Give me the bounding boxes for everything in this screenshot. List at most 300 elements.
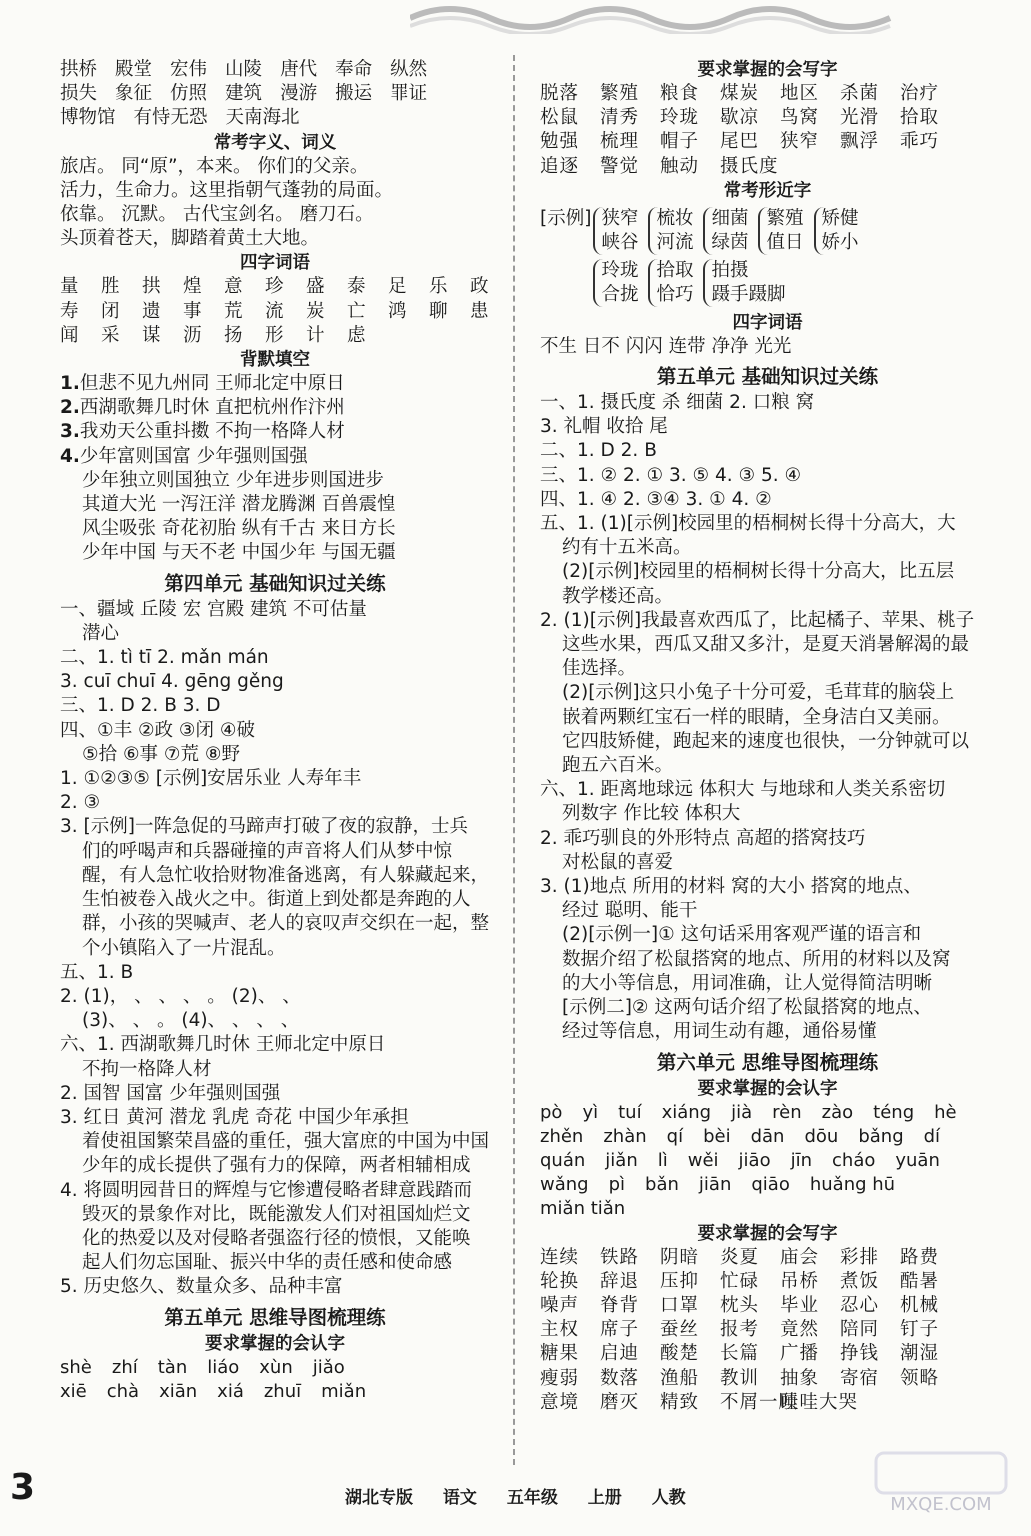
write-row-cell: 摄氏度 [720,155,779,177]
write-row-cell: 光滑 [840,107,880,129]
unit5-answer: 二、1. D 2. B [540,440,657,462]
pinyin-row-cell: zhí [111,1356,138,1378]
write-row-cell: 彩排 [840,1246,880,1268]
heading-recite: 背默填空 [240,350,310,371]
pinyin-row-cell: miǎn tiǎn [540,1198,626,1220]
pinyin-row-cell: jiāo [738,1149,771,1171]
four-char-row-cell: 形 [265,324,284,346]
write-row-cell: 铁路 [600,1246,640,1268]
write-row-cell: 庙会 [780,1246,820,1268]
four-char-row-cell: 虑 [347,324,366,346]
meaning-line: 旅店。 同“原”，本来。 你们的父亲。 [60,155,369,177]
similar-word: 合拢 [601,283,639,305]
pinyin-row-cell: dōu [804,1125,839,1147]
left-column [60,58,490,1404]
recite-line [60,445,490,469]
footer-info [345,1483,710,1508]
word-row [60,58,490,82]
similar-word: 玲珑 [601,259,639,281]
write-row-cell: 梳理 [600,131,640,153]
pinyin-row [540,1197,995,1221]
four-char-row-cell: 闻 [60,324,79,346]
write-row-cell: 报考 [720,1319,760,1341]
write-row-cell: 启迪 [600,1343,640,1365]
write-row-cell: 脊背 [600,1294,640,1316]
watermark-logo [871,1448,1011,1518]
watermark-text: MXQE.COM [890,1494,992,1515]
pinyin-row-cell: cháo [832,1149,876,1171]
unit4-answer: 潜心 [82,622,120,644]
write-row-cell: 磨灭 [600,1391,640,1413]
unit5-answer: 数据介绍了松鼠搭窝的地点、所用的材料以及窝 [562,948,951,970]
unit4-answer: 二、1. tì tī 2. mǎn mán [60,647,269,669]
similar-word: 恰巧 [656,283,694,305]
write-row-cell: 数落 [600,1367,640,1389]
heading-recognize: 要求掌握的会认字 [205,1333,345,1354]
write-row-cell: 拾取 [900,107,940,129]
similar-word: 拍摄 [711,259,749,281]
unit5-answer: 嵌着两颗红宝石一样的眼睛，全身洁白又美丽。 [562,706,951,728]
four-char-row-cell: 煌 [183,276,202,298]
four-char-row-cell: 扬 [224,324,243,346]
pinyin-row-cell: quán [540,1149,586,1171]
unit4-answer: 2. ③ [60,792,101,814]
unit5-answer: 这些水果，西瓜又甜又多汁，是夏天消暑解渴的最 [562,634,970,656]
pinyin-row-cell: rèn [772,1101,802,1123]
unit5-answer: (2)[示例]校园里的梧桐树长得十分高大，比五层 [562,561,955,583]
pinyin-row-cell: pì [608,1174,626,1196]
meaning-line: 依靠。 沉默。 古代宝剑名。 磨刀石。 [60,204,374,226]
unit5-answer: 经过 聪明、能干 [562,900,698,922]
column-divider [513,55,515,1465]
write-row-cell: 粮食 [660,83,700,104]
pinyin-row-cell: lì [657,1149,668,1171]
unit4-answer: 着使祖国繁荣昌盛的重任，强大富庶的中国为中国 [82,1131,490,1153]
pinyin-row-cell: bǎn [645,1174,679,1196]
write-row-cell: 压抑 [660,1270,700,1292]
write-row-cell: 追逐 [540,155,580,177]
unit4-answer: (3)、 、 。 (4)、 、 、 、 [82,1010,300,1032]
write-row-cell: 枕头 [720,1294,760,1316]
recite-continued: 风尘吸张 奇花初胎 纵有千古 来日方长 [82,518,396,540]
write-row-cell: 广播 [780,1343,820,1365]
unit5-answer: 教学楼还高。 [562,585,674,607]
pinyin-row-cell: tuí [618,1101,642,1123]
write-row-cell: 意境 [540,1391,580,1413]
write-row [540,1391,995,1415]
write-row-cell: 精致 [660,1391,700,1413]
four-char-row-cell: 量 [60,276,79,298]
write-row-cell: 哇哇大哭 [780,1391,859,1413]
unit4-answer: 3. cuī chuī 4. gēng gěng [60,671,284,693]
meaning-line: 头顶着苍天，脚踏着黄土大地。 [60,228,320,250]
unit5-answer: 约有十五米高。 [562,537,692,559]
four-char-line: 不生 日不 闪闪 连带 净净 光光 [540,335,792,357]
word-row-cell: 奉命 [335,59,373,80]
word-row-cell: 拱桥 [60,59,98,80]
write-row-cell: 酷暑 [900,1270,940,1292]
pinyin-row-cell: qí [666,1125,684,1147]
write-row [540,1318,995,1342]
unit4-answer: 4. 将圆明园昔日的辉煌与它惨遭侵略者肆意践踏而 [60,1179,473,1201]
write-row-cell: 忍心 [840,1294,880,1316]
write-row-cell: 糖果 [540,1343,580,1365]
recite-text: 我劝天公重抖擞 不拘一格降人材 [79,421,345,443]
pinyin-row-cell: liáo [207,1356,240,1378]
pinyin-row [540,1101,995,1125]
unit4-title: 第四单元 基础知识过关练 [164,571,386,595]
four-char-row-cell: 政 [470,276,489,298]
write-row-cell: 勉强 [540,131,580,153]
similar-word: 拾取 [656,259,694,281]
four-char-row-cell: 亡 [347,300,366,322]
similar-word: 蹑手蹑脚 [711,283,786,305]
write-row [540,1367,995,1391]
unit4-answer: 们的呼喝声和兵器碰撞的声音将人们从梦中惊 [82,840,453,862]
similar-group [593,207,638,255]
unit4-answer: 醒，有人急忙收拾财物准备逃离，有人躲藏起来， [82,864,490,886]
pinyin-row-cell: wǎng [540,1174,589,1196]
unit5-title: 第五单元 基础知识过关练 [656,365,879,389]
word-row-cell: 有恃无恐 [133,107,208,129]
word-row-cell: 纵然 [390,59,428,80]
pinyin-row-cell: wěi [687,1149,719,1171]
pinyin-row-cell: hè [934,1101,957,1123]
four-char-row-cell: 遗 [142,300,161,322]
similar-group [648,259,693,307]
write-row-cell: 机械 [900,1294,940,1316]
heading-four-char-right: 四字词语 [732,312,803,333]
pinyin-row-cell: yì [582,1101,599,1123]
four-char-row [60,324,490,348]
word-row-cell: 罪证 [390,83,428,105]
write-row-cell: 地区 [780,83,820,104]
write-row-cell: 噪声 [540,1294,580,1316]
write-row-cell: 酸楚 [660,1343,700,1365]
write-row-cell: 毕业 [780,1294,820,1316]
write-row-cell: 渔船 [660,1367,700,1389]
write-row-cell: 帽子 [660,131,700,153]
write-row-cell: 辞退 [600,1270,640,1292]
pinyin-row-cell: xiān [159,1380,198,1402]
recite-line [60,372,490,396]
write-row-cell: 吊桥 [780,1270,820,1292]
word-row-cell: 唐代 [280,59,318,80]
write-row-cell: 领略 [900,1367,940,1389]
unit5-answer: 3. 礼帽 收拾 尾 [540,416,668,438]
unit4-answer: 生怕被卷入战火之中。街道上到处都是奔跑的人 [82,889,471,911]
write-row-cell: 乖巧 [900,131,940,153]
write-row-cell: 主权 [540,1319,580,1341]
four-char-row-cell: 患 [470,300,489,322]
unit4-answer: 少年的成长提供了强有力的保障，两者相辅相成 [82,1155,471,1177]
write-row-cell: 松鼠 [540,107,580,129]
unit4-answer: 一、疆域 丘陵 宏 宫殿 建筑 不可估量 [60,598,367,620]
unit5-answer: [示例二]② 这两句话介绍了松鼠搭窝的地点、 [562,997,932,1019]
four-char-row-cell: 荒 [224,300,243,322]
word-row-cell: 损失 [60,83,98,105]
four-char-row-cell: 泰 [347,276,366,298]
four-char-row-cell: 聊 [429,300,448,322]
unit5-answer: 一、1. 摄氏度 杀 细菌 2. 口粮 窝 [540,392,815,414]
write-row [540,1246,995,1270]
four-char-row [60,300,490,324]
four-char-row-cell: 流 [265,300,284,322]
write-row [540,106,995,130]
pinyin-row-cell: zào [821,1101,854,1123]
write-row [540,1342,995,1366]
write-row-cell: 路费 [900,1246,940,1268]
recite-line [60,420,490,444]
unit5-answer: 3. (1)地点 所用的材料 窝的大小 搭窝的地点、 [540,876,922,898]
word-row-cell: 象征 [115,83,153,105]
four-char-row-cell: 意 [224,276,243,298]
pinyin-row-cell: huǎng hū [809,1174,896,1196]
similar-word: 河流 [656,231,694,253]
pinyin-row-cell: shè [60,1356,92,1378]
similar-chars-table [540,259,995,307]
unit4-answer: 群，小孩的哭喊声、老人的哀叹声交织在一起，整 [82,913,490,935]
write-row-cell: 长篇 [720,1343,760,1365]
four-char-row-cell: 事 [183,300,202,322]
unit5-answer: 的大小等信息，用词准确，让人觉得简洁明晰 [562,972,933,994]
similar-group [703,207,748,255]
write-row [540,1294,995,1318]
pinyin-row-cell: bǎng [858,1125,904,1147]
unit5-answer: 它四肢矫健，跑起来的速度也很快，一分钟就可以 [562,730,970,752]
four-char-row-cell: 闭 [101,300,120,322]
grade: 五年级 [506,1488,558,1508]
unit4-answer: ⑤拾 ⑥事 ⑦荒 ⑧野 [82,743,240,765]
example-label: [示例] [540,207,592,229]
pinyin-row-cell: yuān [895,1149,940,1171]
write-row-cell: 触动 [660,155,700,177]
write-row-cell: 竟然 [780,1319,820,1341]
four-char-row-cell: 计 [306,324,325,346]
pinyin-row-cell: zhěn [540,1125,584,1147]
unit5-answer: 列数字 作比较 体积大 [562,803,741,825]
unit5-answer: (2)[示例]这只小兔子十分可爱，毛茸茸的脑袋上 [562,682,955,704]
pinyin-row-cell: jià [731,1101,753,1123]
unit4-answer: 5. 历史悠久、数量众多、品种丰富 [60,1276,343,1298]
four-char-row-cell: 盛 [306,276,325,298]
unit4-answer: 三、1. D 2. B 3. D [60,695,221,717]
unit5-answer: 五、1. (1)[示例]校园里的梧桐树长得十分高大，大 [540,513,956,535]
write-row-cell: 不屑一顾 [720,1391,799,1413]
term: 上册 [587,1488,622,1508]
heading-meaning: 常考字义、词义 [213,132,337,153]
pinyin-row-cell: jiān [698,1174,732,1196]
recite-line [60,396,490,420]
subject: 语文 [442,1488,477,1508]
similar-group [593,259,638,307]
unit4-answer: 四、①丰 ②政 ③闭 ④破 [60,719,255,741]
write-row [540,82,995,106]
four-char-row-cell: 寿 [60,300,79,322]
write-row-cell: 口罩 [660,1294,700,1316]
write-row-cell: 寄宿 [840,1367,880,1389]
pinyin-row [60,1380,490,1404]
pinyin-row-cell: téng [873,1101,915,1123]
word-row-cell: 博物馆 [60,107,116,129]
write-row-cell: 瘦弱 [540,1367,580,1389]
unit5-answer: 对松鼠的喜爱 [562,851,674,873]
write-row [540,1270,995,1294]
write-row-cell: 尾巴 [720,131,760,153]
pinyin-row-cell: dān [750,1125,785,1147]
unit4-answer: 3. 红日 黄河 潜龙 乳虎 奇花 中国少年承担 [60,1106,409,1128]
unit5-answer: 六、1. 距离地球远 体积大 与地球和人类关系密切 [540,779,946,801]
right-column [540,58,995,1415]
meaning-line: 活力，生命力。这里指朝气蓬勃的局面。 [60,179,394,201]
similar-group [814,207,859,255]
pinyin-row-cell: qiāo [751,1174,790,1196]
pinyin-row-cell: chà [106,1380,140,1402]
pinyin-row-cell: dí [923,1125,941,1147]
heading-similar: 常考形近字 [723,180,812,201]
word-row-cell: 山陵 [225,59,263,80]
heading-four-char: 四字词语 [240,253,310,274]
heading-recognize-right: 要求掌握的会认字 [697,1078,838,1099]
four-char-row-cell: 胜 [101,276,120,298]
pinyin-row-cell: zhàn [603,1125,647,1147]
pinyin-row-cell: xiē [60,1380,87,1402]
write-row-cell: 蚕丝 [660,1319,700,1341]
pinyin-row [540,1149,995,1173]
write-row-cell: 教训 [720,1367,760,1389]
similar-group [758,207,803,255]
pinyin-row-cell: miǎn [321,1380,367,1402]
recite-text: 少年富则国富 少年强则国强 [79,445,308,467]
unit5-answer: (2)[示例一]① 这句话采用客观严谨的语言和 [562,924,922,946]
similar-chars-table [540,207,995,255]
unit4-answer: 六、1. 西湖歌舞几时休 王师北定中原日 [60,1034,386,1056]
write-row-cell: 鸟窝 [780,107,820,129]
unit4-answer: 起人们勿忘国耻、振兴中华的责任感和使命感 [82,1252,453,1274]
write-row-cell: 挣钱 [840,1343,880,1365]
pinyin-row-cell: zhuī [263,1380,302,1402]
unit5-answer: 经过等信息，用词生动有趣，通俗易懂 [562,1021,877,1043]
pinyin-row [540,1125,995,1149]
similar-word: 峡谷 [601,231,639,253]
four-char-row-cell: 谋 [142,324,161,346]
write-row-cell: 连续 [540,1246,580,1268]
pinyin-row-cell: xiáng [661,1101,712,1123]
write-row-cell: 钉子 [900,1319,940,1341]
pinyin-row-cell: tàn [157,1356,188,1378]
unit5-answer: 2. 乖巧驯良的外形特点 高超的搭窝技巧 [540,827,866,849]
word-row-cell: 建筑 [225,83,263,105]
recite-text: 但悲不见九州同 王师北定中原日 [79,373,345,395]
write-row-cell: 歇凉 [720,107,760,129]
top-decoration [410,0,910,34]
four-char-row-cell: 乐 [429,276,448,298]
similar-group [648,207,693,255]
pinyin-row-cell: jiǎo [312,1356,345,1378]
pinyin-row-cell: xiá [217,1380,244,1402]
four-char-row-cell: 采 [101,324,120,346]
similar-word: 绿茵 [711,231,749,253]
pinyin-row-cell: jiǎn [605,1149,638,1171]
word-row [60,82,490,106]
four-char-row-cell: 足 [388,276,407,298]
recite-text: 西湖歌舞几时休 直把杭州作汴州 [79,397,345,419]
unit4-answer: 2. (1)， 、 、 、 。 (2)、 、 [60,985,301,1007]
unit5-answer: 2. (1)[示例]我最喜欢西瓜了，比起橘子、苹果、桃子 [540,609,975,631]
word-row-cell: 宏伟 [170,59,208,80]
unit6-title: 第六单元 思维导图梳理练 [656,1050,879,1074]
edition: 湖北专版 [345,1488,413,1508]
similar-word: 狭窄 [601,207,639,229]
unit5-answer: 三、1. ② 2. ① 3. ⑤ 4. ③ 5. ④ [540,464,802,486]
word-row-cell: 天南海北 [225,107,300,129]
recite-number: 1. [60,373,80,395]
four-char-row-cell: 鸿 [388,300,407,322]
heading-write-right: 要求掌握的会写字 [697,1223,838,1244]
unit4-answer: 2. 国智 国富 少年强则国强 [60,1082,281,1104]
pinyin-row-cell: xùn [259,1356,293,1378]
similar-word: 梳妆 [656,207,694,229]
word-row-cell: 漫游 [280,83,318,105]
unit5-map-title: 第五单元 思维导图梳理练 [164,1305,386,1329]
write-row [540,155,995,179]
recite-number: 3. [60,421,80,443]
write-row-cell: 轮换 [540,1270,580,1292]
unit4-answer: 不拘一格降人材 [82,1058,212,1080]
pinyin-row-cell: bèi [703,1125,731,1147]
write-row-cell: 潮湿 [900,1343,940,1365]
four-char-row-cell: 拱 [142,276,161,298]
pinyin-row [60,1356,490,1380]
write-row-cell: 飘浮 [840,131,880,153]
unit4-answer: 3. [示例]一阵急促的马蹄声打破了夜的寂静，士兵 [60,816,468,838]
unit4-answer: 化的热爱以及对侵略者强盗行径的愤恨，又能唤 [82,1227,471,1249]
unit5-answer: 跑五六百米。 [562,755,674,777]
write-row-cell: 治疗 [900,83,940,104]
heading-write: 要求掌握的会写字 [697,60,838,80]
pinyin-row-cell: pò [540,1101,563,1123]
write-row-cell: 警觉 [600,155,640,177]
word-row-cell: 殿堂 [115,59,153,80]
write-row-cell: 煤炭 [720,83,760,104]
recite-continued: 少年独立则国独立 少年进步则国进步 [82,469,384,491]
recite-number: 4. [60,445,80,467]
pinyin-row-cell: jīn [790,1149,813,1171]
word-row-cell: 搬运 [335,83,373,105]
four-char-row-cell: 炭 [306,300,325,322]
four-char-row [60,275,490,299]
similar-word: 值日 [766,231,804,253]
similar-word: 繁殖 [766,207,804,229]
four-char-row-cell: 珍 [265,276,284,298]
word-row [60,106,490,130]
recite-continued: 少年中国 与天不老 中国少年 与国无疆 [82,542,396,564]
unit4-answer: 个小镇陷入了一片混乱。 [82,937,286,959]
write-row-cell: 杀菌 [840,83,880,104]
unit5-answer: 四、1. ④ 2. ③④ 3. ① 4. ② [540,488,772,510]
four-char-row-cell: 沥 [183,324,202,346]
write-row-cell: 繁殖 [600,83,640,104]
publisher: 人教 [651,1488,686,1508]
word-row-cell: 仿照 [170,83,208,105]
write-row-cell: 清秀 [600,107,640,129]
unit4-answer: 毁灭的景象作对比，既能激发人们对祖国灿烂文 [82,1203,471,1225]
recite-continued: 其道大光 一泻汪洋 潜龙腾渊 百兽震惶 [82,494,396,516]
write-row-cell: 脱落 [540,83,580,104]
write-row-cell: 忙碌 [720,1270,760,1292]
write-row-cell: 煮饭 [840,1270,880,1292]
similar-word: 细菌 [711,207,749,229]
